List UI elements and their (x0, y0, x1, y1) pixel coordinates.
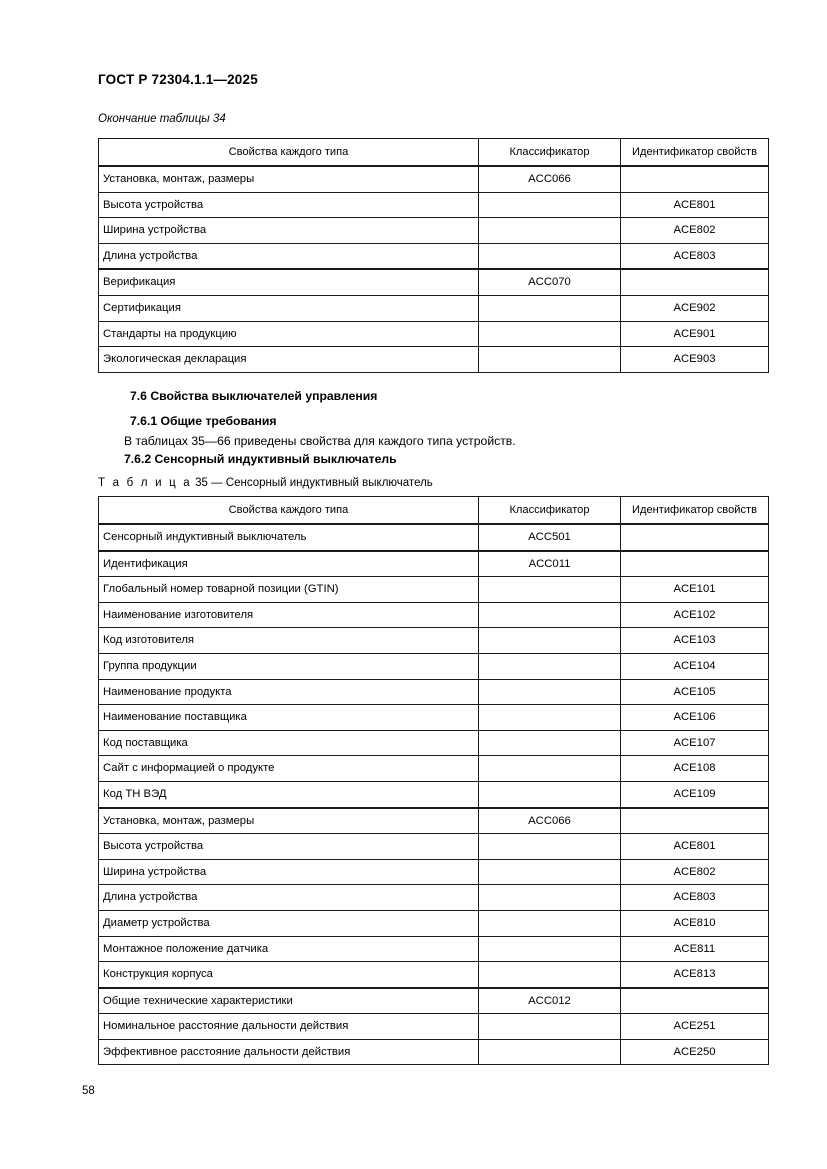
table-35-label (98, 477, 433, 489)
table-row (99, 730, 769, 756)
table-row (99, 756, 769, 782)
table-row (99, 321, 769, 347)
identifier-cell (621, 524, 769, 551)
identifier-cell: ACE802 (621, 218, 769, 244)
classifier-cell: ACC066 (479, 166, 621, 192)
classifier-cell (479, 602, 621, 628)
identifier-cell (621, 269, 769, 295)
table-row (99, 577, 769, 603)
identifier-cell (621, 808, 769, 834)
property-name-cell: Высота устройства (99, 834, 479, 860)
identifier-cell: ACE102 (621, 602, 769, 628)
identifier-cell: ACE109 (621, 781, 769, 807)
identifier-cell: ACE811 (621, 936, 769, 962)
property-name-cell: Наименование продукта (99, 679, 479, 705)
table-row (99, 808, 769, 834)
classifier-cell: ACC501 (479, 524, 621, 551)
property-name-cell: Наименование изготовителя (99, 602, 479, 628)
property-name-cell: Номинальное расстояние дальности действия (99, 1014, 479, 1040)
table-35 (98, 496, 769, 1065)
identifier-cell: ACE250 (621, 1039, 769, 1065)
column-header-identifier: Идентификатор свойств (621, 497, 769, 525)
classifier-cell (479, 1039, 621, 1065)
classifier-cell (479, 218, 621, 244)
property-name-cell: Диаметр устройства (99, 910, 479, 936)
property-name-cell: Код поставщика (99, 730, 479, 756)
identifier-cell: ACE108 (621, 756, 769, 782)
property-name-cell: Идентификация (99, 551, 479, 577)
page-number: 58 (82, 1085, 95, 1097)
identifier-cell (621, 166, 769, 192)
identifier-cell: ACE105 (621, 679, 769, 705)
identifier-cell: ACE813 (621, 962, 769, 988)
property-name-cell: Конструкция корпуса (99, 962, 479, 988)
heading-7-6-1: 7.6.1 Общие требования (130, 414, 277, 428)
classifier-cell (479, 295, 621, 321)
property-name-cell: Код ТН ВЭД (99, 781, 479, 807)
property-name-cell: Установка, монтаж, размеры (99, 808, 479, 834)
table-row (99, 988, 769, 1014)
identifier-cell: ACE801 (621, 192, 769, 218)
classifier-cell (479, 910, 621, 936)
classifier-cell (479, 885, 621, 911)
classifier-cell (479, 192, 621, 218)
table-34-header-row (99, 139, 769, 167)
property-name-cell: Стандарты на продукцию (99, 321, 479, 347)
column-header-properties: Свойства каждого типа (99, 139, 479, 167)
property-name-cell: Сенсорный индуктивный выключатель (99, 524, 479, 551)
classifier-cell: ACC066 (479, 808, 621, 834)
table-row (99, 218, 769, 244)
table-row (99, 1014, 769, 1040)
paragraph-7-6-1: В таблицах 35—66 приведены свойства для каждого типа устройств. (124, 434, 516, 448)
classifier-cell (479, 781, 621, 807)
table-35-body (99, 524, 769, 1065)
property-name-cell: Глобальный номер товарной позиции (GTIN) (99, 577, 479, 603)
standard-header: ГОСТ Р 72304.1.1—2025 (98, 72, 258, 87)
property-name-cell: Длина устройства (99, 243, 479, 269)
table-row (99, 192, 769, 218)
table-35-label-rest: 35 — Сенсорный индуктивный выключатель (195, 477, 433, 489)
identifier-cell: ACE107 (621, 730, 769, 756)
table-35-header-row (99, 497, 769, 525)
classifier-cell (479, 834, 621, 860)
identifier-cell: ACE803 (621, 243, 769, 269)
classifier-cell (479, 962, 621, 988)
classifier-cell (479, 347, 621, 373)
property-name-cell: Установка, монтаж, размеры (99, 166, 479, 192)
table-row (99, 679, 769, 705)
classifier-cell (479, 577, 621, 603)
classifier-cell: ACC011 (479, 551, 621, 577)
property-name-cell: Ширина устройства (99, 218, 479, 244)
table-34 (98, 138, 769, 373)
classifier-cell (479, 1014, 621, 1040)
identifier-cell: ACE801 (621, 834, 769, 860)
table-row (99, 936, 769, 962)
identifier-cell: ACE101 (621, 577, 769, 603)
table-row (99, 705, 769, 731)
property-name-cell: Сертификация (99, 295, 479, 321)
table-row (99, 834, 769, 860)
table-row (99, 910, 769, 936)
classifier-cell: ACC070 (479, 269, 621, 295)
table-row (99, 602, 769, 628)
identifier-cell: ACE106 (621, 705, 769, 731)
property-name-cell: Сайт с информацией о продукте (99, 756, 479, 782)
property-name-cell: Верификация (99, 269, 479, 295)
table-row (99, 524, 769, 551)
classifier-cell (479, 321, 621, 347)
classifier-cell (479, 756, 621, 782)
heading-7-6: 7.6 Свойства выключателей управления (130, 389, 378, 403)
table-row (99, 243, 769, 269)
table-row (99, 781, 769, 807)
classifier-cell (479, 730, 621, 756)
property-name-cell: Общие технические характеристики (99, 988, 479, 1014)
property-name-cell: Группа продукции (99, 653, 479, 679)
classifier-cell: ACC012 (479, 988, 621, 1014)
table-34-body (99, 166, 769, 372)
table-row (99, 628, 769, 654)
column-header-identifier: Идентификатор свойств (621, 139, 769, 167)
identifier-cell: ACE901 (621, 321, 769, 347)
table-row (99, 166, 769, 192)
classifier-cell (479, 679, 621, 705)
classifier-cell (479, 859, 621, 885)
property-name-cell: Код изготовителя (99, 628, 479, 654)
property-name-cell: Наименование поставщика (99, 705, 479, 731)
property-name-cell: Высота устройства (99, 192, 479, 218)
column-header-classifier: Классификатор (479, 497, 621, 525)
identifier-cell: ACE803 (621, 885, 769, 911)
table-row (99, 347, 769, 373)
property-name-cell: Длина устройства (99, 885, 479, 911)
identifier-cell: ACE104 (621, 653, 769, 679)
identifier-cell: ACE810 (621, 910, 769, 936)
identifier-cell: ACE251 (621, 1014, 769, 1040)
table-row (99, 295, 769, 321)
property-name-cell: Экологическая декларация (99, 347, 479, 373)
table-35-label-prefix: Т а б л и ц а (98, 477, 192, 489)
table-row (99, 962, 769, 988)
classifier-cell (479, 243, 621, 269)
classifier-cell (479, 653, 621, 679)
identifier-cell: ACE103 (621, 628, 769, 654)
classifier-cell (479, 628, 621, 654)
property-name-cell: Эффективное расстояние дальности действия (99, 1039, 479, 1065)
property-name-cell: Монтажное положение датчика (99, 936, 479, 962)
column-header-properties: Свойства каждого типа (99, 497, 479, 525)
identifier-cell (621, 551, 769, 577)
table-row (99, 551, 769, 577)
identifier-cell (621, 988, 769, 1014)
table-row (99, 1039, 769, 1065)
table-row (99, 885, 769, 911)
column-header-classifier: Классификатор (479, 139, 621, 167)
table-34-caption: Окончание таблицы 34 (98, 113, 226, 125)
heading-7-6-2: 7.6.2 Сенсорный индуктивный выключатель (124, 452, 397, 466)
table-row (99, 859, 769, 885)
table-row (99, 269, 769, 295)
classifier-cell (479, 936, 621, 962)
classifier-cell (479, 705, 621, 731)
table-row (99, 653, 769, 679)
identifier-cell: ACE902 (621, 295, 769, 321)
identifier-cell: ACE903 (621, 347, 769, 373)
identifier-cell: ACE802 (621, 859, 769, 885)
property-name-cell: Ширина устройства (99, 859, 479, 885)
